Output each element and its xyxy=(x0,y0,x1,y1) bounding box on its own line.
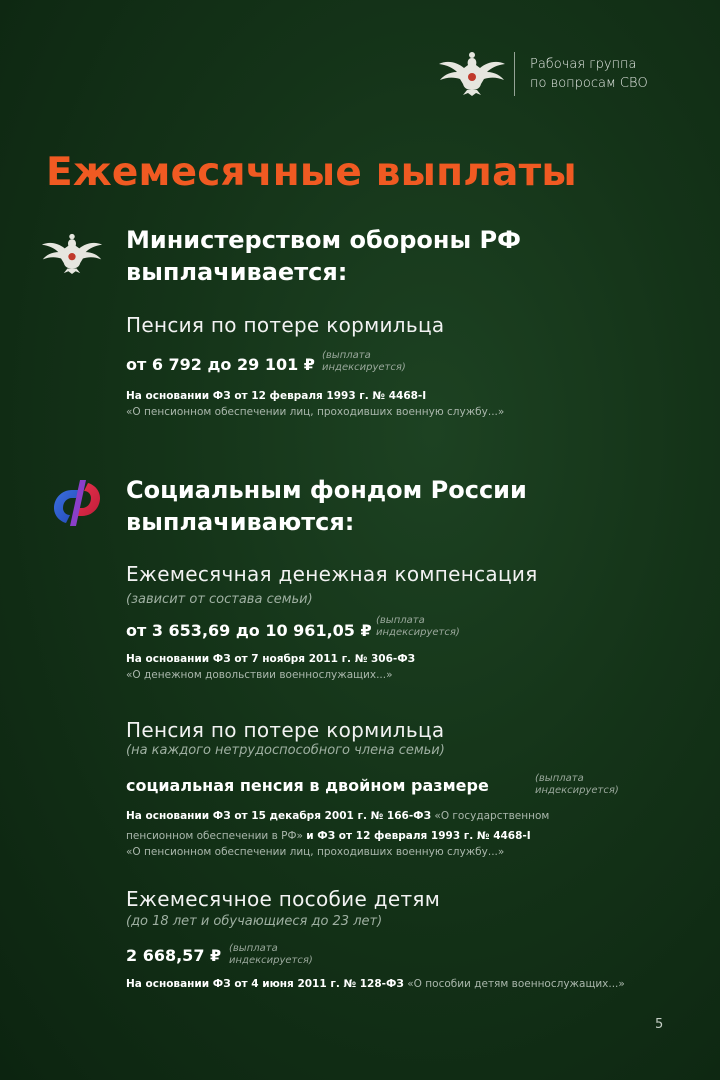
item-title: Пенсия по потере кормильца xyxy=(126,313,445,337)
note-line: индексируется) xyxy=(535,785,619,796)
indexation-note xyxy=(376,615,460,639)
group-label-line1: Рабочая группа xyxy=(530,57,637,72)
legal-basis xyxy=(126,651,415,683)
item-subtitle: (до 18 лет и обучающиеся до 23 лет) xyxy=(126,914,383,929)
working-group-label xyxy=(530,55,648,93)
indexation-note xyxy=(322,350,406,374)
item-subtitle: (зависит от состава семьи) xyxy=(126,592,313,607)
item-title: Ежемесячное пособие детям xyxy=(126,887,441,911)
basis-law-title: пенсионном обеспечении в РФ» xyxy=(126,830,303,842)
note-line: (выплата xyxy=(229,943,278,954)
indexation-note xyxy=(535,773,619,797)
item-title: Пенсия по потере кормильца xyxy=(126,718,445,742)
group-label-line2: по вопросам СВО xyxy=(530,76,648,91)
basis-law: и ФЗ от 12 февраля 1993 г. № 4468-I xyxy=(306,830,531,842)
note-line: индексируется) xyxy=(322,362,406,373)
legal-basis xyxy=(126,976,625,992)
basis-law: На основании ФЗ от 7 ноября 2011 г. № 306-ФЗ xyxy=(126,653,416,665)
note-line: (выплата xyxy=(376,615,425,626)
item-title: Ежемесячная денежная компенсация xyxy=(126,562,538,586)
payment-amount: социальная пенсия в двойном размере xyxy=(126,776,489,795)
note-line: (выплата xyxy=(322,350,371,361)
page-title: Ежемесячные выплаты xyxy=(46,150,577,195)
payment-amount: 2 668,57 ₽ xyxy=(126,946,222,965)
note-line: (выплата xyxy=(535,773,584,784)
note-line: индексируется) xyxy=(376,627,460,638)
basis-law-title: «О пособии детям военнослужащих...» xyxy=(407,978,625,990)
eagle-emblem-icon xyxy=(40,232,104,274)
basis-law-title: «О государственном xyxy=(434,810,550,822)
sfr-logo-icon xyxy=(50,478,104,528)
legal-basis xyxy=(126,808,549,860)
payment-amount: от 3 653,69 до 10 961,05 ₽ xyxy=(126,621,372,640)
eagle-emblem-icon xyxy=(437,50,507,96)
basis-law-title: «О пенсионном обеспечении лиц, проходивших военную службу...» xyxy=(126,846,505,858)
item-subtitle: (на каждого нетрудоспособного члена семьи) xyxy=(126,743,445,758)
section-heading-line2: выплачиваются: xyxy=(126,508,355,536)
basis-law: На основании ФЗ от 4 июня 2011 г. № 128-ФЗ xyxy=(126,978,404,990)
section-heading-line1: Социальным фондом России xyxy=(126,476,527,504)
indexation-note xyxy=(229,943,313,967)
legal-basis xyxy=(126,388,504,420)
basis-law: На основании ФЗ от 15 декабря 2001 г. № 166-ФЗ xyxy=(126,810,432,822)
note-line: индексируется) xyxy=(229,955,313,966)
basis-law: На основании ФЗ от 12 февраля 1993 г. № 4468-I xyxy=(126,390,427,402)
section-heading-mod xyxy=(126,224,521,288)
section-heading-line2: выплачивается: xyxy=(126,258,348,286)
basis-law-title: «О пенсионном обеспечении лиц, проходивших военную службу...» xyxy=(126,406,505,418)
header-divider xyxy=(514,52,515,96)
payment-amount: от 6 792 до 29 101 ₽ xyxy=(126,355,315,374)
basis-law-title: «О денежном довольствии военнослужащих...» xyxy=(126,669,393,681)
section-heading-line1: Министерством обороны РФ xyxy=(126,226,521,254)
section-heading-sfr xyxy=(126,474,527,538)
page-number: 5 xyxy=(655,1017,664,1032)
